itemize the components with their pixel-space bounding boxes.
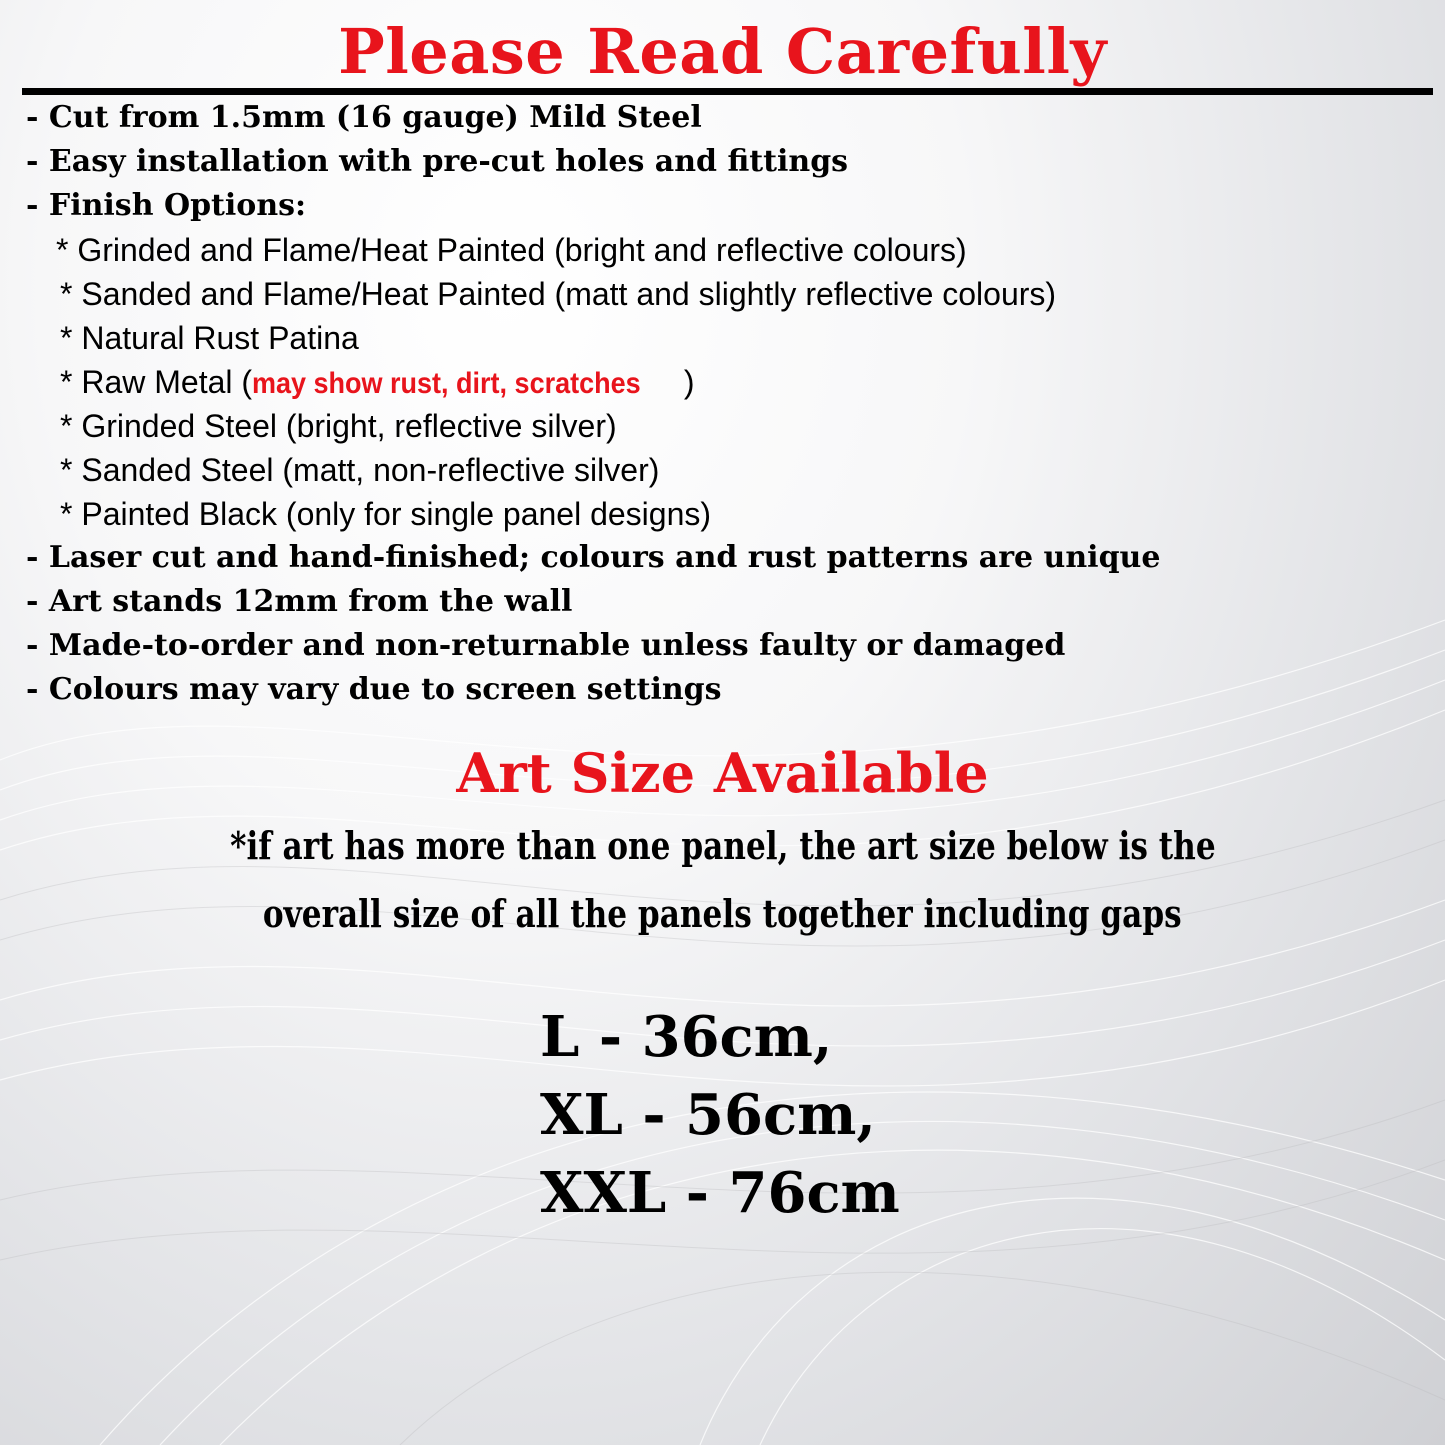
size-item-xl: XL - 56cm, [540,1082,876,1148]
title-divider [22,88,1433,95]
size-section-title: Art Size Available [456,741,989,805]
page-title: Please Read Carefully [338,15,1107,88]
size-item-xxl: XXL - 76cm [540,1160,900,1226]
raw-metal-warning: may show rust, dirt, scratches [252,367,641,400]
finish-option-item: * Painted Black (only for single panel designs) [60,496,712,532]
size-note-line: overall size of all the panels together including gaps [263,891,1182,936]
finish-option-item: * Sanded and Flame/Heat Painted (matt and slightly reflective colours) [60,276,1057,312]
list-item: - Made-to-order and non-returnable unless faulty or damaged [26,628,1066,663]
finish-option-item: * Grinded and Flame/Heat Painted (bright and reflective colours) [56,232,967,268]
list-item: - Laser cut and hand-finished; colours and rust patterns are unique [26,540,1161,575]
finish-option-item: * Grinded Steel (bright, reflective silver) [60,408,617,444]
list-item: - Finish Options: [26,188,307,223]
size-note-line: *if art has more than one panel, the art size below is the [229,823,1216,868]
finish-option-item: * Raw Metal (may show rust, dirt, scratches ) [26,360,1426,404]
size-list [540,998,1040,1232]
finish-option-item: * Natural Rust Patina [60,320,359,356]
list-item: - Easy installation with pre-cut holes and fittings [26,144,849,179]
spec-list [26,96,1426,712]
list-item: - Colours may vary due to screen settings [26,672,722,707]
size-note [0,812,1445,948]
list-item: - Art stands 12mm from the wall [26,584,573,619]
list-item: - Cut from 1.5mm (16 gauge) Mild Steel [26,100,702,135]
finish-option-item: * Sanded Steel (matt, non-reflective silver) [60,452,660,488]
size-item-l: L - 36cm, [540,1004,833,1070]
